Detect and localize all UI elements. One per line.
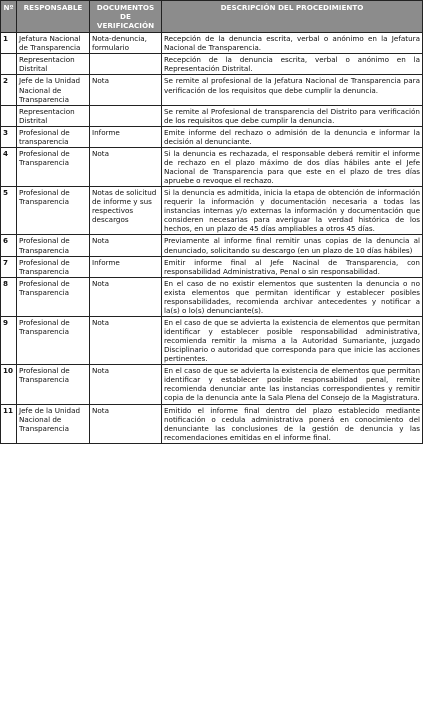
table-row xyxy=(1,126,423,147)
documento-cell: Nota xyxy=(90,75,162,105)
responsable-cell: Jefe de la Unidad Nacional de Transparencia xyxy=(17,75,90,105)
step-number: 7 xyxy=(1,256,17,277)
documento-cell: Nota-denuncia, formulario xyxy=(90,33,162,54)
descripcion-cell: En el caso de que se advierta la existencia de elementos que permitan identificar y establecer posible responsabilidad penal, remite recomienda denunciar ante las instancias correspondientes y remitir copia de la denuncia ante la Sala Plena del Consejo de la Magistratura. xyxy=(162,365,423,404)
step-number xyxy=(1,54,17,75)
descripcion-cell: Si la denuncia es admitida, inicia la etapa de obtención de información requerir la información y documentación necesaria a todas las instancias internas y/o externas la información y documentación que consideren necesarias para averiguar la verdad histórica de los hechos, en un plazo de 45 días ampliables a otros 45 días. xyxy=(162,187,423,235)
descripcion-cell: Emitido el informe final dentro del plazo establecido mediante notificación o cedula administrativa ponerá en conocimiento del denunciante las conclusiones de la gestión de denuncia y las recomendaciones emitidas en el informe final. xyxy=(162,404,423,443)
step-number: 6 xyxy=(1,235,17,256)
descripcion-cell: Se remite al profesional de la Jefatura Nacional de Transparencia para verificación de los requisitos que debe cumplir la denuncia. xyxy=(162,75,423,105)
table-row xyxy=(1,105,423,126)
documento-cell: Nota xyxy=(90,147,162,186)
header-number: Nº xyxy=(1,1,17,33)
documento-cell: Nota xyxy=(90,235,162,256)
documento-cell: Nota xyxy=(90,404,162,443)
documento-cell xyxy=(90,54,162,75)
step-number: 8 xyxy=(1,277,17,316)
responsable-cell: Jefatura Nacional de Transparencia xyxy=(17,33,90,54)
documento-cell: Informe xyxy=(90,126,162,147)
responsable-cell: Profesional de Transparencia xyxy=(17,277,90,316)
descripcion-cell: Emitir informe final al Jefe Nacinal de Transparencia, con responsabilidad Administrativa, Penal o sin responsabilidad. xyxy=(162,256,423,277)
step-number: 4 xyxy=(1,147,17,186)
documento-cell xyxy=(90,105,162,126)
documento-cell: Informe xyxy=(90,256,162,277)
table-body xyxy=(1,33,423,444)
table-row xyxy=(1,404,423,443)
step-number: 9 xyxy=(1,316,17,364)
responsable-cell: Profesional de Transparencia xyxy=(17,256,90,277)
documento-cell: Nota xyxy=(90,277,162,316)
table-header xyxy=(1,1,423,33)
descripcion-cell: Recepción de la denuncia escrita, verbal o anónimo en la Jefatura Nacional de Transparencia. xyxy=(162,33,423,54)
descripcion-cell: En el caso de no existir elementos que sustenten la denuncia o no exista elementos que permitan identificar y establecer posibles responsabilidades, recomienda archivar antecedentes y notificar a la(s) o lo(s) denunciante(s). xyxy=(162,277,423,316)
table-row xyxy=(1,187,423,235)
table-row xyxy=(1,316,423,364)
descripcion-cell: En el caso de que se advierta la existencia de elementos que permitan identificar y establecer posible responsabilidad administrativa, recomienda remitir la misma a la Autoridad Sumariante, juzgado Disciplinario o autoridad que corresponda para que inicie las acciones pertinentes. xyxy=(162,316,423,364)
step-number: 5 xyxy=(1,187,17,235)
descripcion-cell: Previamente al informe final remitir unas copias de la denuncia al denunciado, solicitando su descargo (en un plazo de 10 días hábiles) xyxy=(162,235,423,256)
table-row xyxy=(1,54,423,75)
table-row xyxy=(1,235,423,256)
step-number: 2 xyxy=(1,75,17,105)
documento-cell: Nota xyxy=(90,365,162,404)
responsable-cell: Profesional de Transparencia xyxy=(17,235,90,256)
responsable-cell: Representacion Distrital xyxy=(17,105,90,126)
step-number: 1 xyxy=(1,33,17,54)
table-row xyxy=(1,365,423,404)
table-row xyxy=(1,256,423,277)
table-row xyxy=(1,147,423,186)
descripcion-cell: Recepción de la denuncia escrita, verbal o anónimo en la Representación Distrital. xyxy=(162,54,423,75)
responsable-cell: Profesional de Transparencia xyxy=(17,187,90,235)
responsable-cell: Profesional de transparencia xyxy=(17,126,90,147)
table-row xyxy=(1,277,423,316)
responsable-cell: Profesional de Transparencia xyxy=(17,316,90,364)
documento-cell: Nota xyxy=(90,316,162,364)
header-responsable: RESPONSABLE xyxy=(17,1,90,33)
step-number: 10 xyxy=(1,365,17,404)
descripcion-cell: Si la denuncia es rechazada, el responsable deberá remitir el informe de rechazo en el plazo máximo de dos días hábiles ante el Jefe Nacional de Transparencia para que este en el plazo de tres días apruebe o revoque el rechazo. xyxy=(162,147,423,186)
header-documentos: DOCUMENTOS DE VERIFICACIÓN xyxy=(90,1,162,33)
responsable-cell: Jefe de la Unidad Nacional de Transparencia xyxy=(17,404,90,443)
responsable-cell: Profesional de Transparencia xyxy=(17,365,90,404)
table-row xyxy=(1,75,423,105)
descripcion-cell: Se remite al Profesional de transparencia del Distrito para verificación de los requisitos que debe cumplir la denuncia. xyxy=(162,105,423,126)
step-number: 11 xyxy=(1,404,17,443)
responsable-cell: Profesional de Transparencia xyxy=(17,147,90,186)
documento-cell: Notas de solicitud de informe y sus respectivos descargos xyxy=(90,187,162,235)
descripcion-cell: Emite informe del rechazo o admisión de la denuncia e informar la decisión al denunciante. xyxy=(162,126,423,147)
step-number: 3 xyxy=(1,126,17,147)
header-row xyxy=(1,1,423,33)
responsable-cell: Representacion Distrital xyxy=(17,54,90,75)
header-descripcion: DESCRIPCIÓN DEL PROCEDIMIENTO xyxy=(162,1,423,33)
table-row xyxy=(1,33,423,54)
step-number xyxy=(1,105,17,126)
